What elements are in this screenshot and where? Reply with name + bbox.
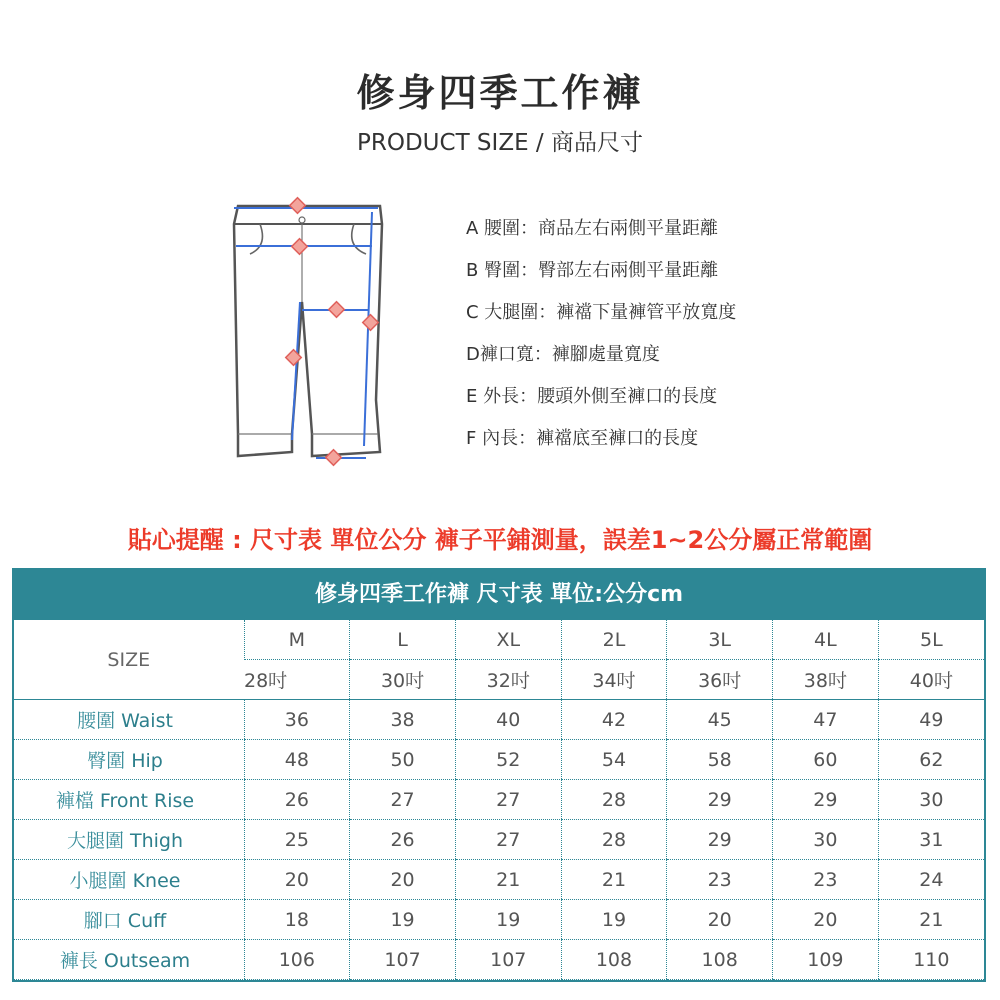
row-label — [14, 860, 244, 900]
row-label-zh: 褲長 — [59, 950, 98, 972]
row-label — [14, 780, 244, 820]
table-row — [14, 820, 984, 860]
table-cell: 42 — [561, 700, 667, 740]
size-table — [12, 568, 986, 982]
inch-header-cell: 36吋 — [667, 660, 773, 700]
legend-item-hip: B 臀圍：臀部左右兩側平量距離 — [466, 260, 719, 281]
row-label-zh: 腰圍 — [77, 710, 116, 732]
size-header-cell: 2L — [561, 620, 667, 660]
table-row — [14, 700, 984, 740]
measurement-notice: 貼心提醒 : 尺寸表 單位公分 褲子平鋪測量，誤差1~2公分屬正常範圍 — [127, 526, 873, 554]
row-label — [14, 900, 244, 940]
table-cell: 25 — [244, 820, 350, 860]
row-label-en: Cuff — [127, 910, 167, 932]
table-cell: 20 — [773, 900, 879, 940]
table-cell: 107 — [350, 940, 456, 980]
table-cell: 19 — [350, 900, 456, 940]
table-cell: 18 — [244, 900, 350, 940]
table-cell: 106 — [244, 940, 350, 980]
table-cell: 21 — [561, 860, 667, 900]
table-cell: 27 — [455, 780, 561, 820]
table-cell: 20 — [350, 860, 456, 900]
inch-header-cell: 38吋 — [773, 660, 879, 700]
table-cell: 54 — [561, 740, 667, 780]
table-row — [14, 740, 984, 780]
measurement-legend — [466, 214, 826, 466]
table-cell: 40 — [455, 700, 561, 740]
size-header-cell: 4L — [773, 620, 879, 660]
row-label-zh: 小腿圍 — [69, 870, 127, 892]
legend-item-waist: A 腰圍：商品左右兩側平量距離 — [466, 218, 719, 239]
size-header-cell: XL — [455, 620, 561, 660]
table-cell: 107 — [455, 940, 561, 980]
legend-item-thigh: C 大腿圍：褲襠下量褲管平放寬度 — [466, 302, 737, 323]
table-cell: 62 — [878, 740, 984, 780]
size-label: SIZE — [14, 620, 244, 700]
table-cell: 29 — [667, 780, 773, 820]
table-cell: 20 — [667, 900, 773, 940]
row-label-zh: 臀圍 — [87, 750, 126, 772]
size-header-cell: 3L — [667, 620, 773, 660]
row-label-en: Waist — [121, 710, 173, 732]
legend-item-inseam: F 內長：褲襠底至褲口的長度 — [466, 428, 699, 449]
table-cell: 27 — [350, 780, 456, 820]
table-cell: 45 — [667, 700, 773, 740]
row-label — [14, 740, 244, 780]
table-cell: 26 — [244, 780, 350, 820]
table-cell: 60 — [773, 740, 879, 780]
table-cell: 23 — [667, 860, 773, 900]
table-cell: 21 — [878, 900, 984, 940]
table-row — [14, 900, 984, 940]
table-cell: 58 — [667, 740, 773, 780]
inch-header-cell: 40吋 — [878, 660, 984, 700]
inch-header-cell: 32吋 — [455, 660, 561, 700]
row-label-en: Front Rise — [99, 790, 195, 812]
table-row — [14, 940, 984, 980]
table-cell: 52 — [455, 740, 561, 780]
table-cell: 19 — [561, 900, 667, 940]
page-title: 修身四季工作褲 — [356, 71, 644, 115]
size-header-cell: M — [244, 620, 350, 660]
table-cell: 47 — [773, 700, 879, 740]
size-header-cell: L — [350, 620, 456, 660]
row-label-en: Hip — [131, 750, 163, 772]
table-cell: 108 — [667, 940, 773, 980]
table-cell: 29 — [667, 820, 773, 860]
legend-item-cuff: D褲口寬：褲腳處量寬度 — [466, 344, 660, 365]
row-label-en: Thigh — [129, 830, 184, 852]
table-cell: 19 — [455, 900, 561, 940]
table-cell: 24 — [878, 860, 984, 900]
inch-header-cell: 30吋 — [350, 660, 456, 700]
table-cell: 109 — [773, 940, 879, 980]
size-table-heading: 修身四季工作褲 尺寸表 單位:公分cm — [14, 570, 984, 620]
row-label-en: Outseam — [103, 950, 191, 972]
page-subtitle: PRODUCT SIZE / 商品尺寸 — [357, 130, 643, 156]
table-cell: 28 — [561, 780, 667, 820]
table-cell: 30 — [878, 780, 984, 820]
table-cell: 23 — [773, 860, 879, 900]
table-cell: 36 — [244, 700, 350, 740]
table-cell: 31 — [878, 820, 984, 860]
table-cell: 49 — [878, 700, 984, 740]
table-cell: 48 — [244, 740, 350, 780]
table-cell: 20 — [244, 860, 350, 900]
table-cell: 38 — [350, 700, 456, 740]
size-header-row — [14, 620, 984, 660]
row-label-zh: 大腿圍 — [66, 830, 124, 852]
row-label-zh: 褲檔 — [55, 790, 94, 812]
table-cell: 108 — [561, 940, 667, 980]
pants-outline — [234, 206, 382, 456]
table-cell: 30 — [773, 820, 879, 860]
table-cell: 28 — [561, 820, 667, 860]
row-label-zh: 腳口 — [83, 910, 122, 932]
table-cell: 50 — [350, 740, 456, 780]
table-cell: 27 — [455, 820, 561, 860]
row-label-en: Knee — [132, 870, 181, 892]
row-label — [14, 820, 244, 860]
table-cell: 26 — [350, 820, 456, 860]
table-cell: 29 — [773, 780, 879, 820]
inch-header-cell: 34吋 — [561, 660, 667, 700]
table-cell: 21 — [455, 860, 561, 900]
size-header-cell: 5L — [878, 620, 984, 660]
inch-header-cell: 28吋 — [244, 660, 350, 700]
row-label — [14, 700, 244, 740]
table-row — [14, 780, 984, 820]
row-label — [14, 940, 244, 980]
legend-item-outseam: E 外長：腰頭外側至褲口的長度 — [466, 386, 718, 407]
pants-measurement-diagram — [220, 190, 400, 470]
table-cell: 110 — [878, 940, 984, 980]
table-row — [14, 860, 984, 900]
size-table-grid — [14, 620, 984, 980]
